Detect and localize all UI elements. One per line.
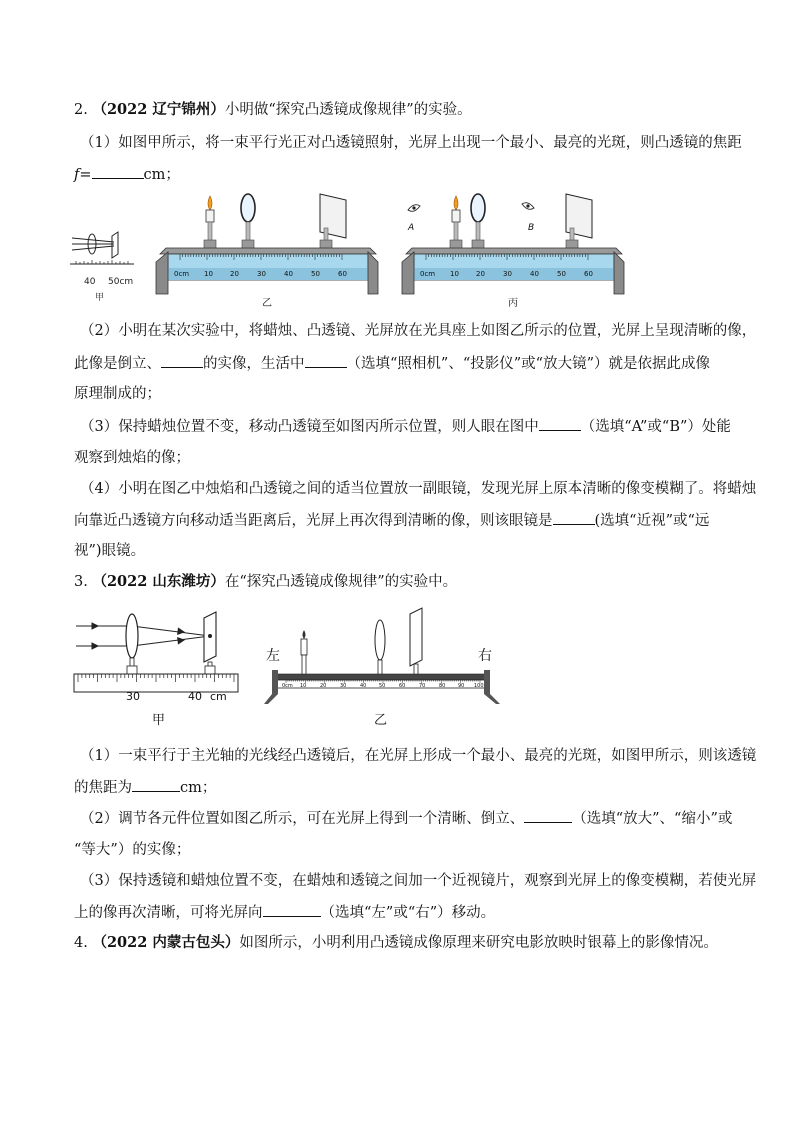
q3-part3-text-b: （选填“左”或“右”）移动。 — [320, 905, 496, 921]
q2-part3-line2: 观察到烛焰的像； — [74, 450, 190, 466]
q3-part1-line2 — [74, 777, 216, 798]
candle-icon — [301, 639, 307, 655]
q3-figure-jia — [72, 604, 242, 730]
q2-figure-jia — [70, 228, 142, 306]
q2-yi-tick-10: 10 — [204, 270, 213, 278]
q3-answer-blank-1[interactable] — [132, 777, 180, 792]
q2-figure-yi — [152, 190, 382, 312]
q3-part2-text-b: （选填“放大”、“缩小”或 — [572, 811, 733, 827]
q3-yi-tick-60: 60 — [399, 683, 406, 689]
q3-part3-text-a: 上的像再次清晰，可将光屏向 — [74, 905, 263, 921]
q3-part1-text-b: cm； — [180, 780, 217, 796]
q2-answer-blank-4[interactable] — [539, 416, 581, 431]
convex-lens-icon — [375, 620, 385, 660]
q4-number: 4. — [74, 935, 88, 951]
q2-figure-bing — [398, 190, 628, 312]
q2-part4-line2 — [74, 510, 709, 531]
q3-part2-line1 — [80, 808, 732, 829]
q3-part2-line2: “等大”）的实像； — [74, 842, 191, 858]
q3-yi-left-label: 左 — [266, 648, 280, 664]
q2-title — [74, 100, 472, 120]
q3-answer-blank-2[interactable] — [524, 808, 572, 823]
q2-part4-line3: 视”)眼镜。 — [74, 543, 146, 559]
convex-lens-icon — [471, 194, 485, 222]
q3-yi-tick-10: 10 — [300, 683, 307, 689]
q2-answer-blank-3[interactable] — [305, 353, 347, 368]
q3-part1-line1: （1）一束平行于主光轴的光线经凸透镜后，在光屏上形成一个最小、最亮的光斑，如图甲所示，则该透镜 — [80, 748, 757, 764]
q3-yi-tick-30: 30 — [340, 683, 347, 689]
q3-jia-tick-30: 30 — [126, 690, 140, 703]
q2-yi-label: 乙 — [262, 298, 272, 309]
q2-part3-text-b: （选填“A”或“B”）处能 — [580, 419, 731, 435]
q3-yi-tick-40: 40 — [360, 683, 367, 689]
convex-lens-icon — [126, 614, 138, 658]
q2-answer-blank-1[interactable] — [92, 164, 144, 179]
convex-lens-icon — [241, 194, 255, 222]
q2-part2-text-a: 此像是倒立、 — [74, 356, 161, 372]
q2-bing-tick-20: 20 — [476, 270, 485, 278]
q2-part1-line2 — [74, 164, 180, 185]
q2-yi-tick-60: 60 — [338, 270, 347, 278]
q2-part4-text-b: (选填“近视”或“远 — [594, 513, 710, 529]
q2-bing-tick-40: 40 — [530, 270, 539, 278]
q3-yi-tick-20: 20 — [320, 683, 327, 689]
focal-symbol: f= — [74, 167, 92, 183]
q2-part2-line2 — [74, 353, 710, 374]
q3-yi-right-label: 右 — [478, 648, 492, 664]
q3-yi-tick-0: 0cm — [282, 683, 293, 689]
q2-answer-blank-5[interactable] — [553, 510, 595, 525]
q3-yi-tick-100: 100 — [474, 683, 484, 689]
q2-part2-text-c: （选填“照相机”、“投影仪”或“放大镜”）就是依据此成像 — [346, 356, 710, 372]
q2-yi-tick-0: 0cm — [174, 270, 190, 278]
q3-yi-tick-70: 70 — [419, 683, 426, 689]
q2-part2-line1: （2）小明在某次实验中，将蜡烛、凸透镜、光屏放在光具座上如图乙所示的位置，光屏上呈现清晰的像， — [80, 323, 757, 339]
q4-source: （2022 内蒙古包头） — [92, 934, 240, 951]
q2-part2-text-b: 的实像，生活中 — [203, 356, 305, 372]
q2-part1-line1: （1）如图甲所示，将一束平行光正对凸透镜照射，光屏上出现一个最小、最亮的光斑，则凸透镜的焦距 — [80, 135, 742, 151]
q2-part4-text-a: 向靠近凸透镜方向移动适当距离后，光屏上再次得到清晰的像，则该眼镜是 — [74, 513, 553, 529]
q3-jia-unit: cm — [210, 690, 227, 703]
q3-part3-line1: （3）保持透镜和蜡烛位置不变，在蜡烛和透镜之间加一个近视镜片，观察到光屏上的像变模糊，若使光屏 — [80, 873, 757, 889]
q3-source: （2022 山东潍坊） — [92, 573, 225, 590]
q2-part4-line1: （4）小明在图乙中烛焰和凸透镜之间的适当位置放一副眼镜，发现光屏上原本清晰的像变模糊了。将蜡烛 — [80, 481, 757, 497]
q3-part1-text-a: 的焦距为 — [74, 780, 132, 796]
q3-title — [74, 572, 457, 592]
q2-part3-line1 — [80, 416, 731, 437]
q2-part3-text-a: （3）保持蜡烛位置不变，移动凸透镜至如图丙所示位置，则人眼在图中 — [80, 419, 539, 435]
light-screen-icon — [410, 608, 422, 666]
q3-yi-tick-50: 50 — [379, 683, 386, 689]
q2-number: 2. — [74, 102, 88, 118]
candle-flame-icon — [454, 196, 458, 210]
q3-answer-blank-3[interactable] — [263, 902, 321, 917]
q3-yi-tick-80: 80 — [439, 683, 446, 689]
candle-flame-icon — [208, 196, 212, 210]
eye-b-label: B — [528, 223, 535, 233]
candle-icon — [452, 210, 460, 222]
q2-part2-line3: 原理制成的； — [74, 386, 161, 402]
q2-yi-tick-50: 50 — [311, 270, 320, 278]
q3-part3-line2 — [74, 902, 495, 923]
q2-yi-tick-30: 30 — [257, 270, 266, 278]
candle-icon — [206, 210, 214, 222]
q2-bing-tick-30: 30 — [503, 270, 512, 278]
q2-bing-tick-10: 10 — [450, 270, 459, 278]
candle-flame-icon — [303, 630, 306, 639]
q3-figure-yi — [262, 604, 506, 730]
q2-yi-tick-40: 40 — [284, 270, 293, 278]
q2-bing-tick-0: 0cm — [420, 270, 436, 278]
q2-bing-tick-60: 60 — [584, 270, 593, 278]
q2-jia-tick-40: 40 — [84, 277, 96, 287]
q2-bing-label: 丙 — [508, 298, 518, 309]
q2-stem: 小明做“探究凸透镜成像规律”的实验。 — [224, 102, 472, 118]
q3-yi-tick-90: 90 — [458, 683, 465, 689]
q3-number: 3. — [74, 574, 88, 590]
q2-bing-tick-50: 50 — [557, 270, 566, 278]
q2-jia-label: 甲 — [95, 293, 105, 303]
q3-part2-text-a: （2）调节各元件位置如图乙所示，可在光屏上得到一个清晰、倒立、 — [80, 811, 525, 827]
q2-source: （2022 辽宁锦州） — [92, 101, 225, 118]
q3-yi-label: 乙 — [374, 713, 388, 728]
q3-jia-label: 甲 — [152, 713, 166, 728]
q4-stem: 如图所示，小明利用凸透镜成像原理来研究电影放映时银幕上的影像情况。 — [239, 935, 718, 951]
q2-unit: cm； — [143, 167, 180, 183]
eye-a-label: A — [408, 223, 415, 233]
q3-stem: 在“探究凸透镜成像规律”的实验中。 — [224, 574, 458, 590]
q4-title — [74, 933, 718, 953]
q2-answer-blank-2[interactable] — [161, 353, 203, 368]
q2-yi-tick-20: 20 — [230, 270, 239, 278]
q2-jia-tick-50: 50cm — [108, 277, 134, 287]
q3-jia-tick-40: 40 — [188, 690, 202, 703]
